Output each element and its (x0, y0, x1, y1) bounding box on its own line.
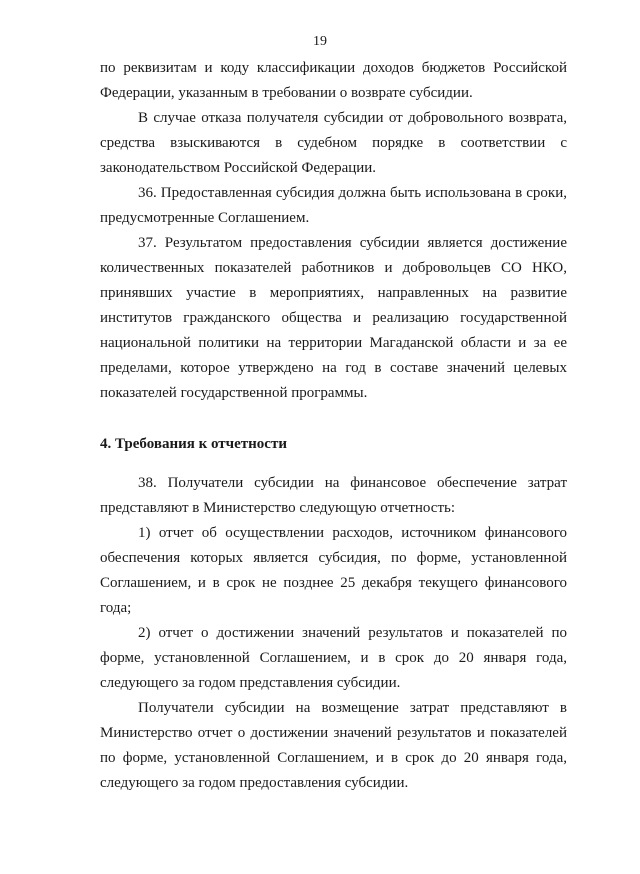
paragraph-37: 37. Результатом предоставления субсидии является достижение количественных показателей работников и добровольцев СО НКО, принявших участие в мероприятиях, направленных на развитие институтов гражданского общества и реализацию государственной национальной политики на территории Магаданской области и за ее пределами, которое утверждено на год в составе значений целевых показателей государственной программы. (100, 235, 567, 401)
section-heading: 4. Требования к отчетности (100, 436, 287, 452)
paragraph-38-item-1: 1) отчет об осуществлении расходов, источником финансового обеспечения которых является субсидия, по форме, установленной Соглашением, и в срок не позднее 25 декабря текущего финансового года; (100, 525, 567, 616)
page-number: 19 (313, 34, 327, 49)
paragraph-38: 38. Получатели субсидии на финансовое обеспечение затрат представляют в Министерство следующую отчетность: (100, 475, 567, 516)
paragraph-continuation: по реквизитам и коду классификации доходов бюджетов Российской Федерации, указанным в требовании о возврате субсидии. (100, 60, 567, 101)
paragraph-38-item-2: 2) отчет о достижении значений результатов и показателей по форме, установленной Соглашением, и в срок до 20 января года, следующего за годом представления субсидии. (100, 625, 567, 691)
paragraph-36: 36. Предоставленная субсидия должна быть использована в сроки, предусмотренные Соглашением. (100, 185, 567, 226)
paragraph-reimbursement: Получатели субсидии на возмещение затрат представляют в Министерство отчет о достижении значений результатов и показателей по форме, установленной Соглашением, и в срок до 20 января года, следующего за годом предоставления субсидии. (100, 700, 567, 791)
paragraph-refusal: В случае отказа получателя субсидии от добровольного возврата, средства взыскиваются в судебном порядке в соответствии с законодательством Российской Федерации. (100, 110, 567, 176)
document-body (100, 56, 567, 796)
